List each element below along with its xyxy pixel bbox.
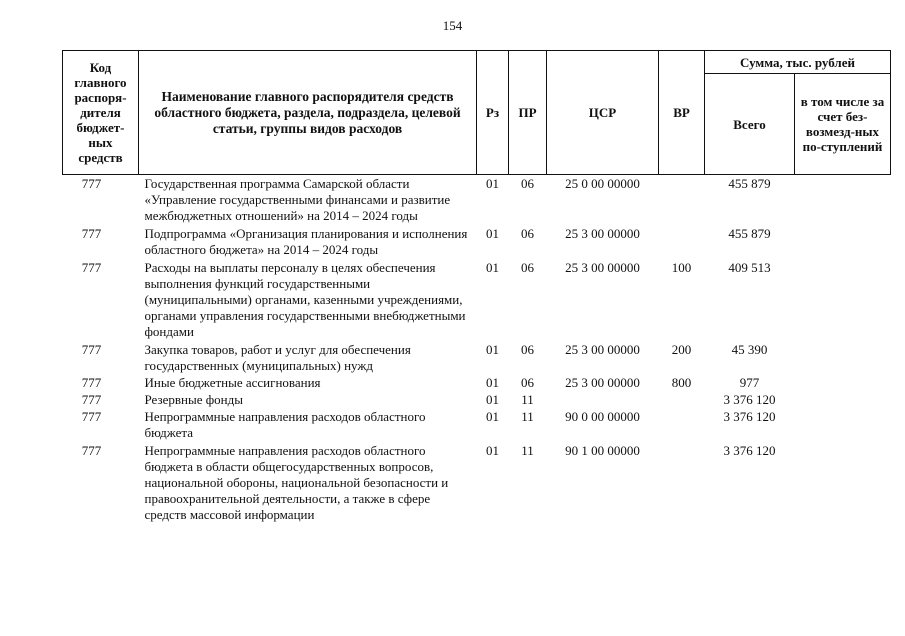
cell-grant [795,408,891,441]
cell-grant [795,340,891,374]
header-code: Код главного распоря-дителя бюджет-ных средств [63,51,139,175]
cell-total: 455 879 [728,226,771,241]
cell-rz: 01 [486,409,499,424]
cell-pr: 06 [521,260,534,275]
cell-total: 3 376 120 [723,409,776,424]
cell-total: 977 [739,375,760,390]
table-row [63,340,891,374]
cell-pr: 11 [521,443,534,458]
cell-grant [795,258,891,340]
cell-name: Подпрограмма «Организация планирования и исполнения областного бюджета» на 2014 – 2024 годы [144,226,468,257]
cell-vr [659,441,705,523]
cell-name: Непрограммные направления расходов областного бюджета в области общегосударственных вопросов, национальной обороны, национальной безопасности и правоохранительной деятельности, а также в сфере средств массовой информации [144,443,449,522]
cell-grant [795,441,891,523]
cell-code: 777 [81,392,102,407]
header-total: Всего [705,74,795,175]
cell-pr: 06 [521,375,534,390]
cell-name: Непрограммные направления расходов областного бюджета [144,409,426,440]
cell-total: 3 376 120 [723,443,776,458]
cell-csr [547,391,659,408]
cell-pr: 06 [521,176,534,191]
table-row [63,175,891,225]
cell-pr: 06 [521,226,534,241]
cell-name: Закупка товаров, работ и услуг для обеспечения государственных (муниципальных) нужд [144,342,411,373]
cell-csr: 25 3 00 00000 [565,226,640,241]
header-rz: Рз [477,51,509,175]
cell-code: 777 [81,443,102,458]
header-grant: в том числе за счет без-возмезд-ных по-ступлений [795,74,891,175]
table-row [63,441,891,523]
cell-name: Резервные фонды [144,392,243,407]
cell-code: 777 [81,409,102,424]
table-row [63,258,891,340]
cell-name: Государственная программа Самарской области «Управление государственными финансами и развитие межбюджетных отношений» на 2014 – 2024 годы [144,176,451,223]
cell-csr: 25 3 00 00000 [565,375,640,390]
header-name: Наименование главного распорядителя средств областного бюджета, раздела, подраздела, целевой статьи, группы видов расходов [139,51,477,175]
page-number: 154 [442,18,463,33]
cell-csr: 25 0 00 00000 [565,176,640,191]
cell-vr [659,391,705,408]
cell-grant [795,224,891,258]
cell-vr [659,408,705,441]
cell-code: 777 [81,342,102,357]
cell-csr: 25 3 00 00000 [565,260,640,275]
cell-csr: 25 3 00 00000 [565,342,640,357]
cell-rz: 01 [486,342,499,357]
cell-rz: 01 [486,443,499,458]
cell-vr [659,175,705,225]
header-sum: Сумма, тыс. рублей [705,51,891,74]
cell-rz: 01 [486,375,499,390]
budget-table [62,50,891,523]
cell-vr [659,224,705,258]
cell-total: 455 879 [728,176,771,191]
cell-code: 777 [81,176,102,191]
cell-rz: 01 [486,392,499,407]
cell-code: 777 [81,226,102,241]
cell-total: 3 376 120 [723,392,776,407]
table-row [63,224,891,258]
header-pr: ПР [509,51,547,175]
cell-vr: 800 [671,375,692,390]
cell-vr: 100 [671,260,692,275]
cell-total: 45 390 [731,342,768,357]
cell-rz: 01 [486,226,499,241]
cell-grant [795,391,891,408]
cell-name: Расходы на выплаты персоналу в целях обеспечения выполнения функций государственными (муниципальными) органами, казенными учреждениями, органами управления государственными внебюджетными фондами [144,260,466,339]
cell-csr: 90 1 00 00000 [565,443,640,458]
cell-total: 409 513 [728,260,771,275]
cell-pr: 11 [521,392,534,407]
cell-grant [795,374,891,391]
cell-csr: 90 0 00 00000 [565,409,640,424]
cell-pr: 11 [521,409,534,424]
cell-rz: 01 [486,176,499,191]
cell-name: Иные бюджетные ассигнования [144,375,321,390]
table-row [63,408,891,441]
cell-grant [795,175,891,225]
header-vr: ВР [659,51,705,175]
cell-vr: 200 [671,342,692,357]
cell-code: 777 [81,375,102,390]
table-row [63,391,891,408]
cell-rz: 01 [486,260,499,275]
cell-pr: 06 [521,342,534,357]
cell-code: 777 [81,260,102,275]
table-row [63,374,891,391]
header-csr: ЦСР [547,51,659,175]
